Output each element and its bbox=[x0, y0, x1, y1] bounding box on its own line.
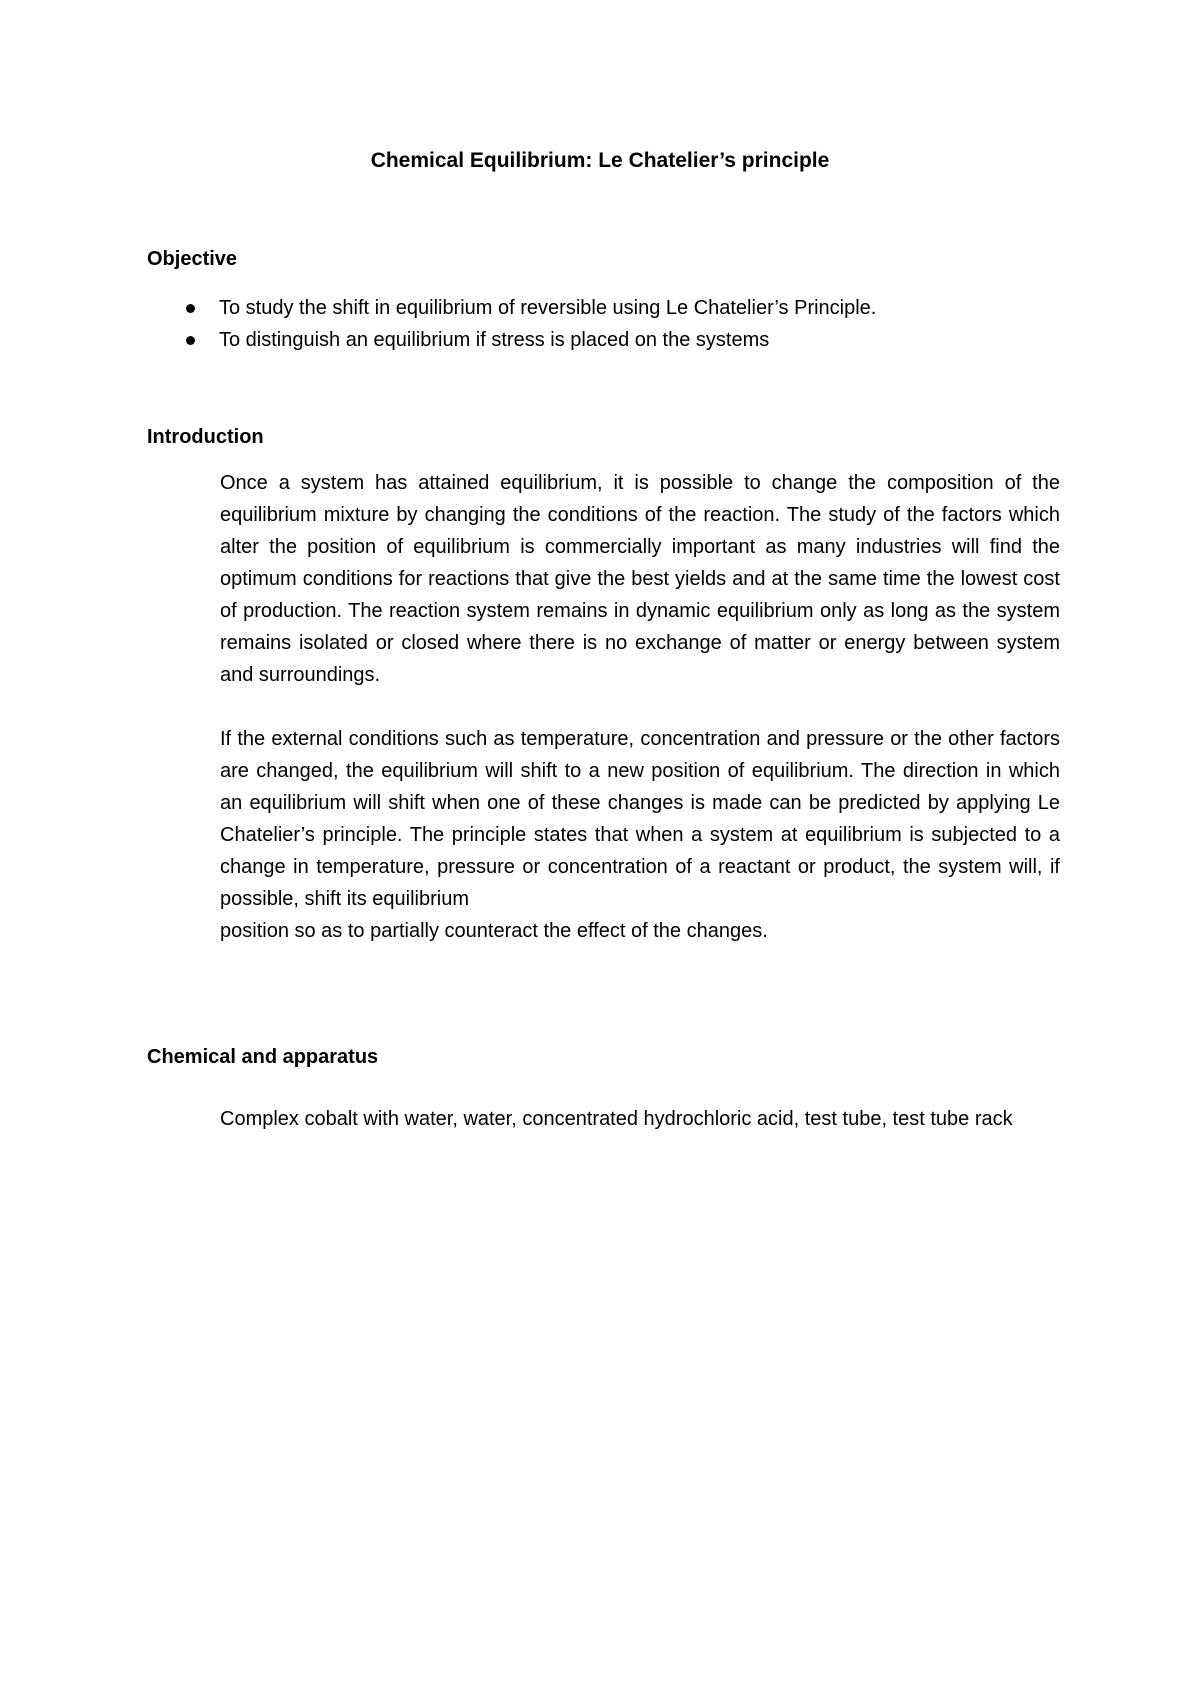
objective-heading: Objective bbox=[147, 248, 238, 270]
introduction-paragraph-2: If the external conditions such as temperature, concentration and pressure or the other factors are changed, the equilibrium will shift to a new position of equilibrium. The direction in which an equilibrium will shift when one of these changes is made can be predicted by applying Le Chatelier’s principle. The principle states that when a system at equilibrium is subjected to a change in temperature, pressure or concentration of a reactant or product, the system will, if possible, shift its equilibrium bbox=[220, 728, 1060, 910]
objective-item-text: To study the shift in equilibrium of reversible using Le Chatelier’s Principle. bbox=[219, 297, 877, 319]
document-title: Chemical Equilibrium: Le Chatelier’s principle bbox=[370, 149, 830, 172]
objective-list bbox=[186, 292, 1086, 356]
introduction-paragraph-1: Once a system has attained equilibrium, it is possible to change the composition of the equilibrium mixture by changing the conditions of the reaction. The study of the factors which alter the position of equilibrium is commercially important as many industries will find the optimum conditions for reactions that give the best yields and at the same time the lowest cost of production. The reaction system remains in dynamic equilibrium only as long as the system remains isolated or closed where there is no exchange of matter or energy between system and surroundings. bbox=[220, 472, 1060, 686]
list-item bbox=[186, 292, 1086, 324]
chemical-apparatus-text: Complex cobalt with water, water, concentrated hydrochloric acid, test tube, test tube rack bbox=[220, 1108, 1013, 1130]
introduction-heading: Introduction bbox=[147, 426, 264, 448]
bullet-icon bbox=[186, 304, 195, 313]
list-item bbox=[186, 324, 1086, 356]
chemical-apparatus-heading: Chemical and apparatus bbox=[147, 1046, 379, 1068]
objective-item-text: To distinguish an equilibrium if stress is placed on the systems bbox=[219, 329, 770, 351]
bullet-icon bbox=[186, 336, 195, 345]
introduction-paragraph-2-block bbox=[220, 723, 1060, 947]
introduction-paragraph-2-continuation: position so as to partially counteract the effect of the changes. bbox=[220, 920, 768, 942]
